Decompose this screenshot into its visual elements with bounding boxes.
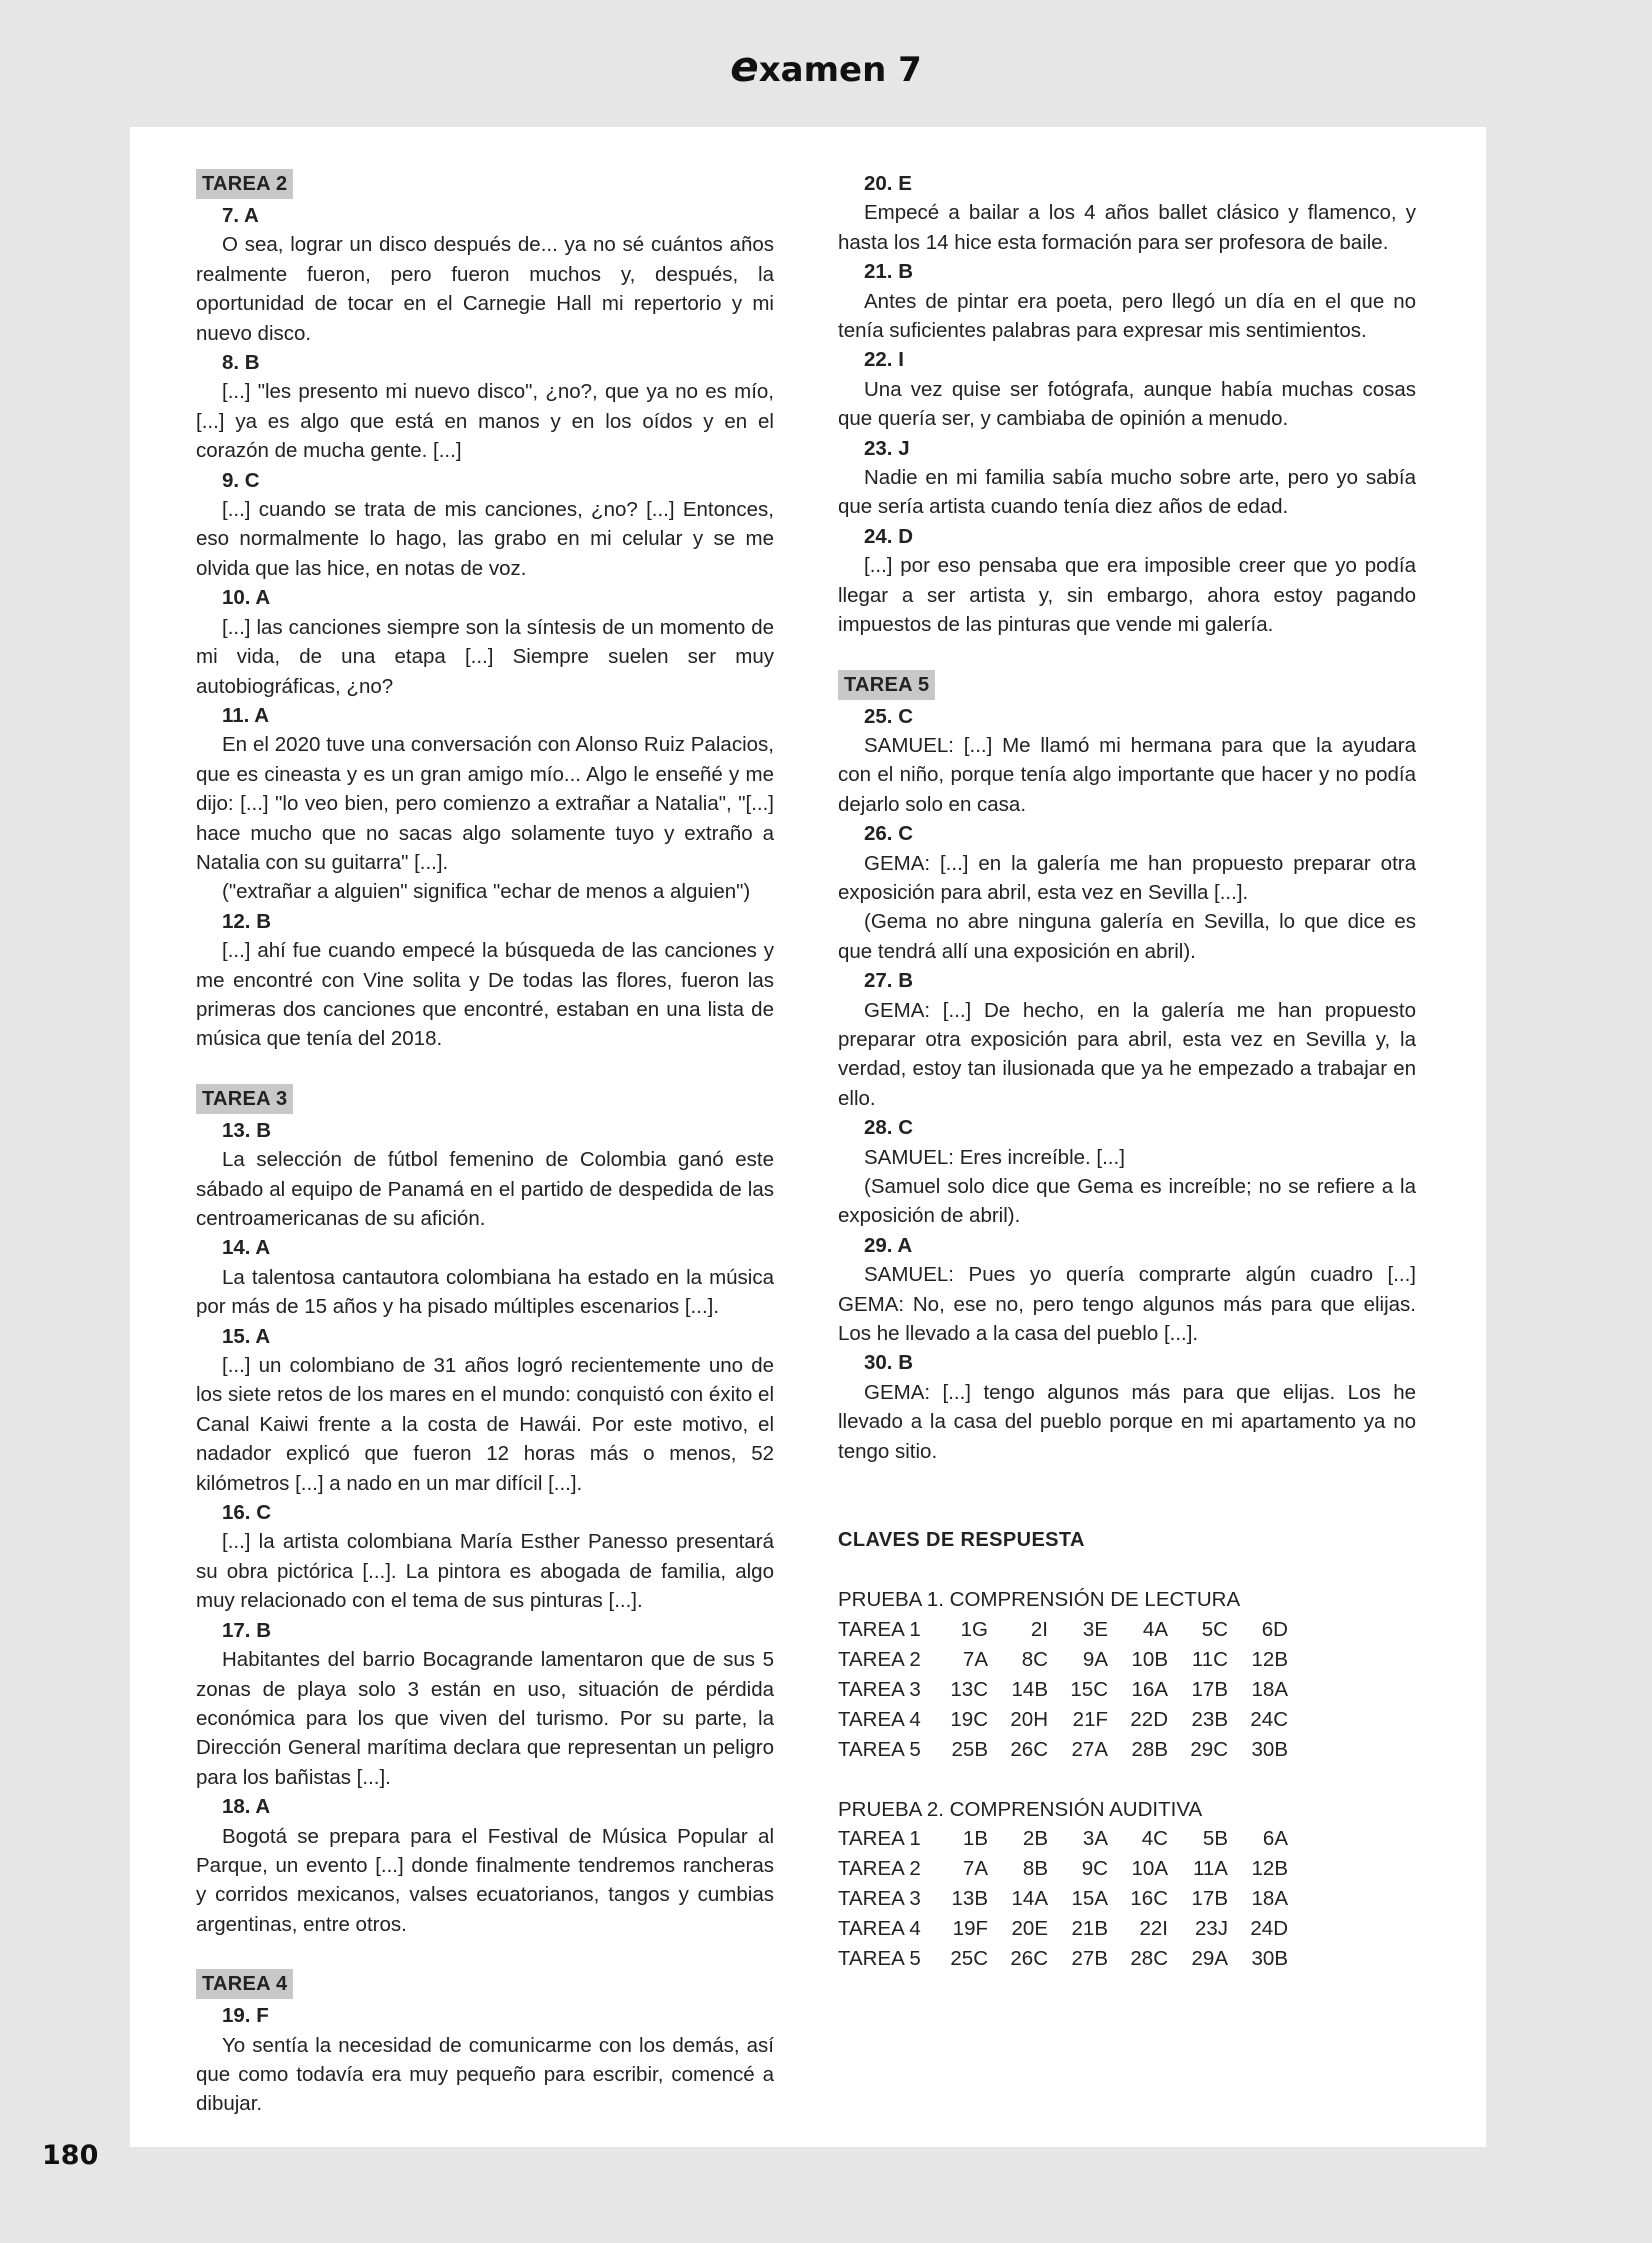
answer-number: 24. D — [864, 524, 913, 548]
answer-item — [196, 466, 774, 584]
answer-key-row — [838, 1705, 1288, 1735]
left-column — [196, 169, 774, 2119]
answer-key-cell: 24C — [1250, 1707, 1288, 1731]
answer-text: [...] la artista colombiana María Esther Panesso presentará su obra pictórica [...]. La pintora es abogada de familia, algo muy relacionado con el tema de sus pinturas [...]. — [196, 1530, 774, 1613]
answer-key-cell: 4C — [1141, 1827, 1168, 1851]
answer-item — [838, 522, 1416, 640]
answer-key-cell: 25C — [950, 1947, 988, 1971]
answer-key-cell: 10B — [1131, 1647, 1168, 1671]
answer-text: GEMA: [...] De hecho, en la galería me han propuesto preparar otra exposición para abril, esta vez en Sevilla y, la verdad, estoy tan ilusionada que ya he empezado a trabajar en ello. — [838, 998, 1416, 1110]
answer-key-row — [838, 1854, 1288, 1884]
answer-key-cell: 24D — [1250, 1917, 1288, 1941]
answer-note: ("extrañar a alguien" significa "echar de menos a alguien") — [222, 880, 751, 904]
tarea-5-label: TAREA 5 — [838, 670, 935, 700]
answer-key-cell: 6A — [1262, 1827, 1288, 1851]
answer-number: 19. F — [222, 2004, 269, 2028]
answer-key-cell: 27A — [1071, 1737, 1108, 1761]
answer-item — [196, 348, 774, 466]
tarea-4-label: TAREA 4 — [196, 1969, 293, 1999]
answer-text: SAMUEL: Eres increíble. [...] — [864, 1145, 1125, 1169]
answer-item — [196, 1322, 774, 1498]
answer-key-row — [838, 1645, 1288, 1675]
answer-item — [196, 1792, 774, 1939]
answer-text: Una vez quise ser fotógrafa, aunque había muchas cosas que quería ser, y cambiaba de opinión a menudo. — [838, 377, 1416, 431]
page-title-e: e — [730, 42, 759, 91]
answer-key-row-label: TAREA 4 — [838, 1917, 921, 1941]
answer-item — [838, 169, 1416, 257]
answer-key-cell: 14B — [1011, 1677, 1048, 1701]
answer-key-cell: 5B — [1202, 1827, 1228, 1851]
page-title-rest: xamen 7 — [758, 50, 922, 90]
answer-key-cell: 5C — [1201, 1617, 1228, 1641]
answer-key-cell: 15A — [1071, 1887, 1108, 1911]
tarea-5-items — [838, 702, 1416, 1467]
answer-item — [196, 201, 774, 348]
prueba-2-table — [838, 1824, 1288, 1974]
answer-key-row — [838, 1914, 1288, 1944]
answer-item — [838, 1231, 1416, 1349]
answer-text: GEMA: [...] tengo algunos más para que elijas. Los he llevado a la casa del pueblo porque en mi apartamento ya no tengo sitio. — [838, 1380, 1416, 1463]
answer-key-cell: 17B — [1191, 1887, 1228, 1911]
answer-key-cell: 13C — [950, 1677, 988, 1701]
answer-key-cell: 18A — [1251, 1677, 1288, 1701]
answer-key-row — [838, 1735, 1288, 1765]
answer-text: Bogotá se prepara para el Festival de Música Popular al Parque, un evento [...] donde finalmente tendremos rancheras y corridos mexicanos, valses ecuatorianos, tangos y cumbias argentinas, entre otros. — [196, 1824, 774, 1936]
answer-key-cell: 26C — [1010, 1947, 1048, 1971]
answer-number: 11. A — [222, 703, 270, 727]
answer-key-row-label: TAREA 4 — [838, 1707, 921, 1731]
answer-key-cell: 13B — [951, 1887, 988, 1911]
answer-key-row-label: TAREA 3 — [838, 1677, 921, 1701]
answer-item — [196, 583, 774, 701]
answer-key-cell: 8C — [1021, 1647, 1048, 1671]
answer-note: (Samuel solo dice que Gema es increíble; no se refiere a la exposición de abril). — [838, 1175, 1416, 1228]
answer-key-cell: 22D — [1130, 1707, 1168, 1731]
answer-key-row — [838, 1824, 1288, 1854]
answer-number: 7. A — [222, 204, 259, 227]
answer-sheet — [130, 127, 1486, 2147]
answer-number: 20. E — [864, 172, 912, 195]
answer-number: 16. C — [222, 1501, 271, 1525]
prueba-2-title: PRUEBA 2. COMPRENSIÓN AUDITIVA — [838, 1797, 1203, 1821]
answer-key-cell: 12B — [1251, 1857, 1288, 1881]
prueba-1-table — [838, 1615, 1288, 1765]
answer-key-cell: 29A — [1191, 1947, 1228, 1971]
answer-key-cell: 21B — [1071, 1917, 1108, 1941]
answer-key-cell: 11C — [1191, 1647, 1228, 1671]
answer-number: 13. B — [222, 1118, 271, 1142]
answer-key-cell: 30B — [1251, 1947, 1288, 1971]
answer-key-cell: 21F — [1072, 1707, 1108, 1731]
answer-key-cell: 22I — [1139, 1917, 1168, 1941]
answer-item — [196, 1233, 774, 1321]
answer-key-cell: 1G — [960, 1617, 988, 1641]
answer-key-cell: 19C — [950, 1707, 988, 1731]
answer-note: (Gema no abre ninguna galería en Sevilla, lo que dice es que tendrá allí una exposición en abril). — [838, 910, 1416, 963]
answer-number: 23. J — [864, 436, 910, 460]
tarea-4-items — [196, 2001, 774, 2119]
answer-number: 22. I — [864, 348, 904, 372]
answer-item — [196, 1616, 774, 1792]
answer-key-cell: 16A — [1131, 1677, 1168, 1701]
answer-item — [838, 1348, 1416, 1466]
answer-text: [...] ahí fue cuando empecé la búsqueda de las canciones y me encontré con Vine solita y De todas las flores, fueron las primeras dos canciones que encontré, estaban en una lista de música que tenía del 2018. — [196, 939, 774, 1051]
answer-key-cell: 9A — [1082, 1647, 1108, 1671]
answer-number: 25. C — [864, 704, 913, 728]
answer-key-row-label: TAREA 3 — [838, 1887, 921, 1911]
answer-item — [838, 702, 1416, 820]
answer-key-row — [838, 1675, 1288, 1705]
page-title — [0, 42, 1652, 91]
answer-key-cell: 14A — [1011, 1887, 1048, 1911]
answer-number: 12. B — [222, 909, 271, 933]
answer-key-cell: 28B — [1131, 1737, 1168, 1761]
answer-key-cell: 18A — [1251, 1887, 1288, 1911]
answer-item — [838, 345, 1416, 433]
tarea-3-label: TAREA 3 — [196, 1084, 293, 1114]
answer-key-cell: 26C — [1010, 1737, 1048, 1761]
answer-text: [...] por eso pensaba que era imposible creer que yo podía llegar a ser artista y, sin embargo, ahora estoy pagando impuestos de las pinturas que vende mi galería. — [838, 554, 1416, 637]
prueba-1-title: PRUEBA 1. COMPRENSIÓN DE LECTURA — [838, 1588, 1241, 1612]
answer-key-cell: 11A — [1193, 1857, 1228, 1881]
answer-key-row-label: TAREA 2 — [838, 1857, 921, 1881]
answer-text: SAMUEL: Pues yo quería comprarte algún cuadro [...] GEMA: No, ese no, pero tengo algunos más para que elijas. Los he llevado a la casa del pueblo [...]. — [838, 1263, 1416, 1346]
answer-number: 9. C — [222, 468, 260, 492]
tarea-2-items — [196, 201, 774, 1054]
answer-key-cell: 20H — [1010, 1707, 1048, 1731]
answer-key-cell: 20E — [1011, 1917, 1048, 1941]
answer-key-row — [838, 1884, 1288, 1914]
answer-key-row-label: TAREA 1 — [838, 1827, 921, 1851]
answer-text: La selección de fútbol femenino de Colombia ganó este sábado al equipo de Panamá en el partido de despedida de las centroamericanas de su afición. — [196, 1148, 774, 1230]
answer-number: 15. A — [222, 1324, 271, 1348]
answer-item — [838, 434, 1416, 522]
answer-key-cell: 3A — [1082, 1827, 1108, 1851]
answer-key-cell: 17B — [1191, 1677, 1228, 1701]
answer-key-cell: 29C — [1190, 1737, 1228, 1761]
answer-item — [196, 701, 774, 907]
answer-item — [838, 257, 1416, 345]
tarea-2-label: TAREA 2 — [196, 169, 293, 199]
answer-key-row-label: TAREA 1 — [838, 1617, 921, 1641]
answer-key-row — [838, 1615, 1288, 1645]
answer-key-cell: 9C — [1081, 1857, 1108, 1881]
answer-key-cell: 15C — [1070, 1677, 1108, 1701]
tarea-3-items — [196, 1116, 774, 1939]
answer-key-row — [838, 1944, 1288, 1974]
answer-text: [...] cuando se trata de mis canciones, ¿no? [...] Entonces, eso normalmente lo hago, las grabo en mi celular y se me olvida que las hice, en notas de voz. — [196, 498, 774, 580]
claves-title: CLAVES DE RESPUESTA — [838, 1529, 1085, 1552]
answer-item — [838, 966, 1416, 1113]
answer-number: 21. B — [864, 260, 913, 284]
answer-text: Yo sentía la necesidad de comunicarme con los demás, así que como todavía era muy pequeño para escribir, comencé a dibujar. — [196, 2033, 774, 2116]
answer-key-cell: 4A — [1142, 1617, 1168, 1641]
answer-number: 29. A — [864, 1233, 913, 1257]
answer-item — [196, 907, 774, 1054]
answer-item — [196, 1116, 774, 1234]
answer-text: Nadie en mi familia sabía mucho sobre arte, pero yo sabía que sería artista cuando tenía diez años de edad. — [838, 466, 1416, 519]
answer-number: 18. A — [222, 1795, 271, 1819]
answer-key-cell: 8B — [1022, 1857, 1048, 1881]
answer-key-cell: 23B — [1191, 1707, 1228, 1731]
answer-key-cell: 2I — [1030, 1617, 1048, 1641]
answer-text: En el 2020 tuve una conversación con Alonso Ruiz Palacios, que es cineasta y es un gran amigo mío... Algo le enseñé y me dijo: [...] "lo veo bien, pero comienzo a extrañar a Natalia", "[...] hace mucho que no sacas algo solamente tuyo y extraño a Natalia con su guitarra" [...]. — [196, 733, 774, 874]
answer-number: 10. A — [222, 586, 271, 610]
answer-text: SAMUEL: [...] Me llamó mi hermana para que la ayudara con el niño, porque tenía algo importante que hacer y no podía dejarlo solo en casa. — [838, 733, 1416, 816]
answer-key-cell: 19F — [952, 1917, 988, 1941]
answer-key-row-label: TAREA 5 — [838, 1947, 921, 1971]
answer-text: GEMA: [...] en la galería me han propuesto preparar otra exposición para abril, esta vez en Sevilla [...]. — [838, 851, 1416, 904]
answer-text: Habitantes del barrio Bocagrande lamentaron que de sus 5 zonas de playa solo 3 están en uso, situación de pérdida económica para los que viven del turismo. Por su parte, la Dirección General marítima declara que representan un peligro para los bañistas [...]. — [196, 1648, 774, 1789]
answer-number: 28. C — [864, 1116, 913, 1140]
answer-key-cell: 23J — [1194, 1917, 1228, 1941]
answer-number: 14. A — [222, 1236, 271, 1260]
answer-item — [196, 1498, 774, 1616]
answer-text: Empecé a bailar a los 4 años ballet clásico y flamenco, y hasta los 14 hice esta formación para ser profesora de baile. — [838, 201, 1416, 254]
answer-key-cell: 16C — [1130, 1887, 1168, 1911]
answer-text: La talentosa cantautora colombiana ha estado en la música por más de 15 años y ha pisado múltiples escenarios [...]. — [196, 1265, 774, 1319]
answer-key-row-label: TAREA 5 — [838, 1737, 921, 1761]
answer-number: 17. B — [222, 1618, 271, 1642]
answer-key-cell: 10A — [1131, 1857, 1168, 1881]
answer-text: O sea, lograr un disco después de... ya no sé cuántos años realmente fueron, pero fueron muchos y, después, la oportunidad de tocar en el Carnegie Hall mi repertorio y mi nuevo disco. — [196, 233, 774, 345]
answer-number: 30. B — [864, 1351, 913, 1375]
answer-key-cell: 28C — [1130, 1947, 1168, 1971]
answer-text: [...] "les presento mi nuevo disco", ¿no?, que ya no es mío, [...] ya es algo que está en manos y en los oídos y en el corazón de mucha gente. [...] — [196, 380, 774, 463]
answer-number: 26. C — [864, 822, 913, 846]
page-number: 180 — [42, 2140, 99, 2171]
right-column — [838, 169, 1416, 1974]
answer-key-cell: 1B — [962, 1827, 988, 1851]
answer-text: Antes de pintar era poeta, pero llegó un día en el que no tenía suficientes palabras para expresar mis sentimientos. — [838, 289, 1416, 343]
answer-key-cell: 27B — [1071, 1947, 1108, 1971]
answer-item — [838, 819, 1416, 966]
answer-key-cell: 7A — [962, 1647, 988, 1671]
answer-key-cell: 25B — [951, 1737, 988, 1761]
answer-key-cell: 7A — [962, 1857, 988, 1881]
answer-text: [...] las canciones siempre son la síntesis de un momento de mi vida, de una etapa [...] Siempre suelen ser muy autobiográficas, ¿no? — [196, 615, 774, 698]
answer-key-cell: 12B — [1251, 1647, 1288, 1671]
tarea-4-items-continued — [838, 169, 1416, 640]
answer-item — [838, 1113, 1416, 1231]
answer-key-cell: 30B — [1251, 1737, 1288, 1761]
answer-key-cell: 3E — [1082, 1617, 1108, 1641]
answer-text: [...] un colombiano de 31 años logró recientemente uno de los siete retos de los mares en el mundo: conquistó con éxito el Canal Kaiwi frente a la costa de Hawái. Por este motivo, el nadador explicó que fueron 12 horas más o menos, 52 kilómetros [...] a nado en un mar difícil [...]. — [196, 1354, 774, 1495]
answer-number: 27. B — [864, 969, 913, 993]
answer-key-row-label: TAREA 2 — [838, 1647, 921, 1671]
answer-key-cell: 6D — [1261, 1617, 1288, 1641]
answer-key-cell: 2B — [1022, 1827, 1048, 1851]
answer-item — [196, 2001, 774, 2119]
answer-number: 8. B — [222, 351, 260, 375]
